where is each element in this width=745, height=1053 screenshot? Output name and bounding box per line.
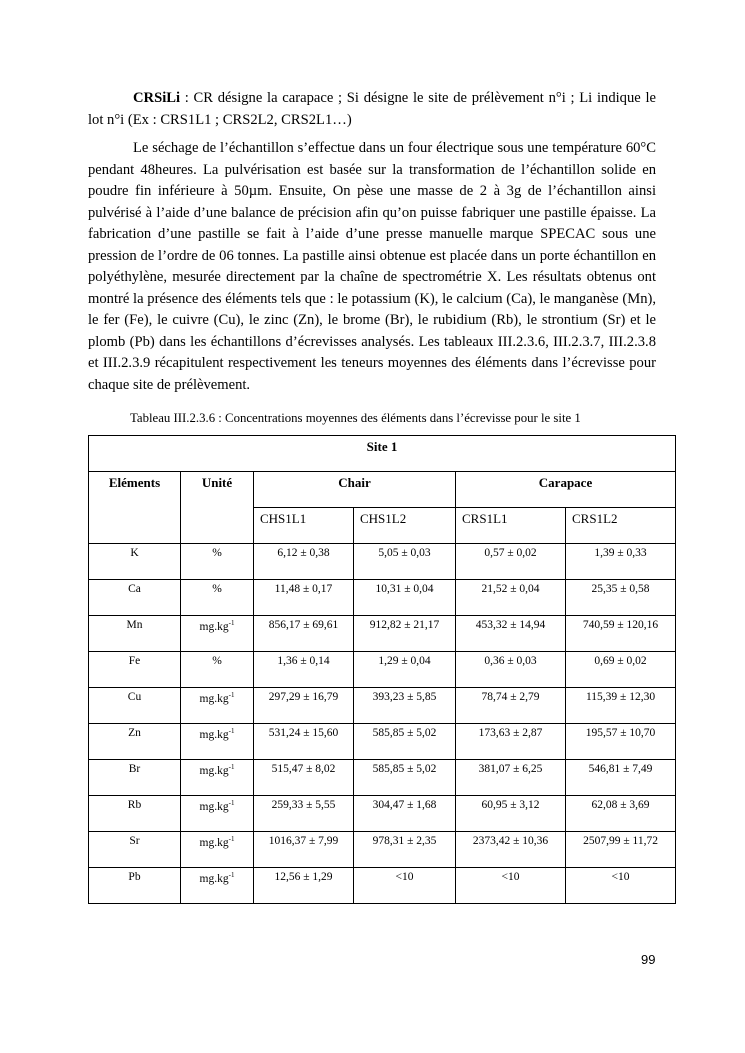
unit-text: mg.kg [199, 764, 229, 777]
page-number: 99 [641, 952, 656, 967]
value-cell: 381,07 ± 6,25 [456, 760, 566, 796]
header-sample: CRS1L1 [456, 508, 566, 544]
value-cell: 0,57 ± 0,02 [456, 544, 566, 580]
header-unit: Unité [181, 472, 254, 544]
unit-cell [181, 688, 254, 724]
value-cell: 259,33 ± 5,55 [254, 796, 354, 832]
value-cell: 1,29 ± 0,04 [354, 652, 456, 688]
term-crsili: CRSiLi [133, 90, 181, 106]
element-cell: K [89, 544, 181, 580]
value-cell: <10 [456, 868, 566, 904]
element-cell: Br [89, 760, 181, 796]
header-elements: Eléments [89, 472, 181, 544]
concentration-table [88, 435, 676, 904]
table-row [89, 652, 676, 688]
unit-exponent: -1 [228, 619, 235, 627]
unit-text: mg.kg [199, 728, 229, 741]
method-paragraph: Le séchage de l’échantillon s’effectue dans un four électrique sous une température 60°C pendant 48heures. La pulvérisation est basée sur la transformation de l’échantillon solide en poudre fin inférieure à 50µm. Ensuite, On pèse une masse de 2 à 3g de l’échantillon ainsi pulvérisé à l’aide d’une balance de précision afin qu’on puisse fabriquer une pastille épaisse. La fabrication d’une pastille se fait à l’aide d’une presse manuelle marque SPECAC sous une pression de l’ordre de 06 tonnes. La pastille ainsi obtenue est placée dans un porte échantillon en polyéthylène, mesurée directement par la chaîne de spectrométrie X. Les résultats obtenus ont montré la présence des éléments tels que : le potassium (K), le calcium (Ca), le manganèse (Mn), le fer (Fe), le cuivre (Cu), le zinc (Zn), le brome (Br), le rubidium (Rb), le strontium (Sr) et le plomb (Pb) dans les échantillons d’écrevisses analysés. Les tableaux III.2.3.6, III.2.3.7, III.2.3.8 et III.2.3.9 récapitulent respectivement les teneurs moyennes des éléments dans l’écrevisse pour chaque site de prélèvement. [88, 140, 656, 393]
unit-text: % [212, 655, 222, 667]
unit-cell [181, 544, 254, 580]
unit-text: % [212, 583, 222, 595]
table-row [89, 580, 676, 616]
element-cell: Mn [89, 616, 181, 652]
unit-cell [181, 796, 254, 832]
table-row [89, 868, 676, 904]
unit-exponent: -1 [228, 691, 235, 699]
value-cell: 856,17 ± 69,61 [254, 616, 354, 652]
value-cell: 173,63 ± 2,87 [456, 724, 566, 760]
value-cell: 6,12 ± 0,38 [254, 544, 354, 580]
table-row [89, 616, 676, 652]
value-cell: 1016,37 ± 7,99 [254, 832, 354, 868]
value-cell: 515,47 ± 8,02 [254, 760, 354, 796]
value-cell: 978,31 ± 2,35 [354, 832, 456, 868]
value-cell: 546,81 ± 7,49 [566, 760, 676, 796]
header-sample: CRS1L2 [566, 508, 676, 544]
value-cell: 25,35 ± 0,58 [566, 580, 676, 616]
table-body [89, 544, 676, 904]
value-cell: 912,82 ± 21,17 [354, 616, 456, 652]
unit-cell [181, 868, 254, 904]
unit-text: mg.kg [199, 800, 229, 813]
element-cell: Pb [89, 868, 181, 904]
unit-cell [181, 616, 254, 652]
group-header-row [89, 472, 676, 508]
value-cell: 453,32 ± 14,94 [456, 616, 566, 652]
value-cell: 21,52 ± 0,04 [456, 580, 566, 616]
header-chair: Chair [254, 472, 456, 508]
value-cell: 531,24 ± 15,60 [254, 724, 354, 760]
element-cell: Ca [89, 580, 181, 616]
value-cell: 11,48 ± 0,17 [254, 580, 354, 616]
element-cell: Fe [89, 652, 181, 688]
value-cell: 0,36 ± 0,03 [456, 652, 566, 688]
element-cell: Rb [89, 796, 181, 832]
table-row [89, 796, 676, 832]
unit-exponent: -1 [228, 799, 235, 807]
table-row [89, 544, 676, 580]
unit-text: mg.kg [199, 692, 229, 705]
unit-exponent: -1 [228, 727, 235, 735]
unit-cell [181, 724, 254, 760]
table-row [89, 688, 676, 724]
value-cell: 585,85 ± 5,02 [354, 760, 456, 796]
site-title: Site 1 [89, 436, 676, 472]
value-cell: 2373,42 ± 10,36 [456, 832, 566, 868]
header-carapace: Carapace [456, 472, 676, 508]
value-cell: 304,47 ± 1,68 [354, 796, 456, 832]
definition-paragraph [88, 88, 656, 131]
value-cell: 12,56 ± 1,29 [254, 868, 354, 904]
unit-cell [181, 832, 254, 868]
unit-text: mg.kg [199, 836, 229, 849]
value-cell: 393,23 ± 5,85 [354, 688, 456, 724]
unit-exponent: -1 [228, 763, 235, 771]
table-caption: Tableau III.2.3.6 : Concentrations moyennes des éléments dans l’écrevisse pour le site 1 [130, 411, 581, 425]
value-cell: 78,74 ± 2,79 [456, 688, 566, 724]
term-definition: : CR désigne la carapace ; Si désigne le site de prélèvement n°i ; Li indique le lot n°i (Ex : CRS1L1 ; CRS2L2, CRS2L1…) [88, 90, 656, 128]
unit-cell [181, 580, 254, 616]
element-cell: Zn [89, 724, 181, 760]
unit-text: % [212, 547, 222, 559]
table-row [89, 832, 676, 868]
unit-cell [181, 760, 254, 796]
unit-exponent: -1 [228, 835, 235, 843]
value-cell: 5,05 ± 0,03 [354, 544, 456, 580]
unit-exponent: -1 [228, 871, 235, 879]
value-cell: 60,95 ± 3,12 [456, 796, 566, 832]
value-cell: 10,31 ± 0,04 [354, 580, 456, 616]
value-cell: 0,69 ± 0,02 [566, 652, 676, 688]
value-cell: 2507,99 ± 11,72 [566, 832, 676, 868]
site-header-row [89, 436, 676, 472]
value-cell: <10 [354, 868, 456, 904]
unit-text: mg.kg [199, 872, 229, 885]
element-cell: Cu [89, 688, 181, 724]
value-cell: 62,08 ± 3,69 [566, 796, 676, 832]
value-cell: 585,85 ± 5,02 [354, 724, 456, 760]
table-row [89, 724, 676, 760]
value-cell: 1,36 ± 0,14 [254, 652, 354, 688]
value-cell: 297,29 ± 16,79 [254, 688, 354, 724]
unit-cell [181, 652, 254, 688]
header-sample: CHS1L2 [354, 508, 456, 544]
value-cell: 1,39 ± 0,33 [566, 544, 676, 580]
value-cell: 115,39 ± 12,30 [566, 688, 676, 724]
value-cell: 740,59 ± 120,16 [566, 616, 676, 652]
header-sample: CHS1L1 [254, 508, 354, 544]
value-cell: 195,57 ± 10,70 [566, 724, 676, 760]
table-row [89, 760, 676, 796]
unit-text: mg.kg [199, 620, 229, 633]
value-cell: <10 [566, 868, 676, 904]
element-cell: Sr [89, 832, 181, 868]
